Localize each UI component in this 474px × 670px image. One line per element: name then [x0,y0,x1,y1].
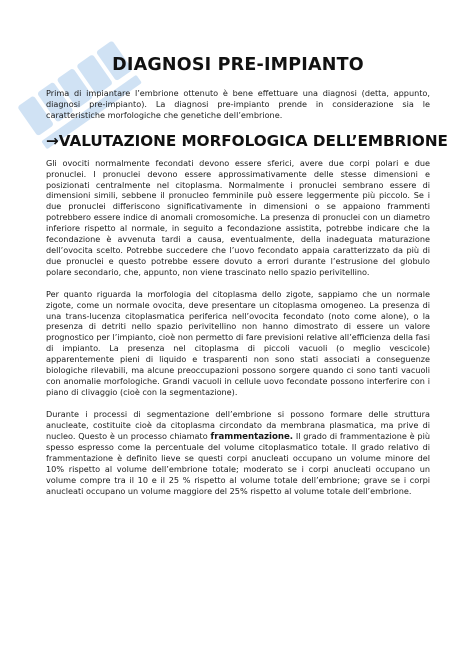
page-title: DIAGNOSI PRE-IMPIANTO [112,55,364,75]
fragmentation-text-start: Durante i processi di segmentazione dell’embrione si possono formare delle struttura anucleate, costituite cioè da citoplasma circondato da membrana plasmatica, ma prive di nucleo. Questo è un processo chiamato [46,408,430,441]
paragraph-cytoplasm: Per quanto riguarda la morfologia del citoplasma dello zigote, sappiamo che un normale zigote, come un normale ovocita, deve presentare un citoplasma omogeneo. La presenza di una trans-lucenza citoplasmatica periferica nell’ovocita fecondato (noto come alone), o la presenza di detriti nello spazio perivitellino non hanno dimostrato di essere un valore prognostico per l’impianto, cioè non permetto di fare previsioni relative all’efficienza della fasi di impianto. La presenza nel citoplasma di piccoli vacuoli (o meglio vescicole) apparentemente pieni di liquido e trasparenti non sono stati associati a conseguenze biologiche rilevabili, ma alcune preoccupazioni possono sorgere quando ci sono tanti vacuoli con anomalie morfologiche. Grandi vacuoli in cellule uovo fecondate possono interferire con i piano di clivaggio (cioè con la segmentazione). [46,288,430,397]
fragmentation-text-end: Il grado di frammentazione è più spesso espresso come la percentuale del volume citoplasmatico totale. Il grado relativo di frammentazione è definito lieve se questi corpi anucleati occupano un volume minore del 10% rispetto al volume dell’embrione totale; moderato se i corpi anucleati occupano un volume compre tra il 10 e il 25 % rispetto al volume totale dell’embrione; grave se i corpi anucleati occupano un volume maggiore del 25% rispetto al volume totale dell’embrione. [46,430,430,497]
paragraph-pronuclei: Gli ovociti normalmente fecondati devono essere sferici, avere due corpi polari e due pronuclei. I pronuclei devono essere approssimativamente delle stesse dimensioni e posizionati centralmente nel citoplasma. Normalmente i pronuclei sembrano essere di dimensioni simili, sebbene il pronucleo femminile può essere leggermente più piccolo. Se i due pronuclei differiscono significativamente in dimensioni o se appaiono frammenti potrebbero essere indice di anomali cromosomiche. La presenza di pronuclei con un diametro inferiore rispetto al normale, in seguito a fecondazione assistita, potrebbe indicare che la fecondazione è avvenuta tardi a causa, eventualmente, della inadeguata maturazione dell’ovocita scelto. Potrebbe succedere che l’uovo fecondato appaia caratterizzato da più di due pronuclei e questo potrebbe essere dovuto a errori durante l’estrusione del globulo polare secondario, che, appunto, non viene trascinato nello spazio perivitellino. [46,157,430,277]
arrow-right-icon: → [46,131,59,150]
section-heading-text: VALUTAZIONE MORFOLOGICA DELL’EMBRIONE [58,131,448,150]
document-body [46,54,448,507]
section-heading [46,131,448,151]
intro-paragraph: Prima di impiantare l’embrione ottenuto è bene effettuare una diagnosi (detta, appunto, diagnosi pre-impianto). La diagnosi pre-impianto prende in considerazione sia le caratteristiche morfologiche che genetiche dell’embrione. [46,88,430,120]
fragmentation-term: frammentazione. [210,431,294,442]
paragraph-fragmentation [46,409,430,497]
